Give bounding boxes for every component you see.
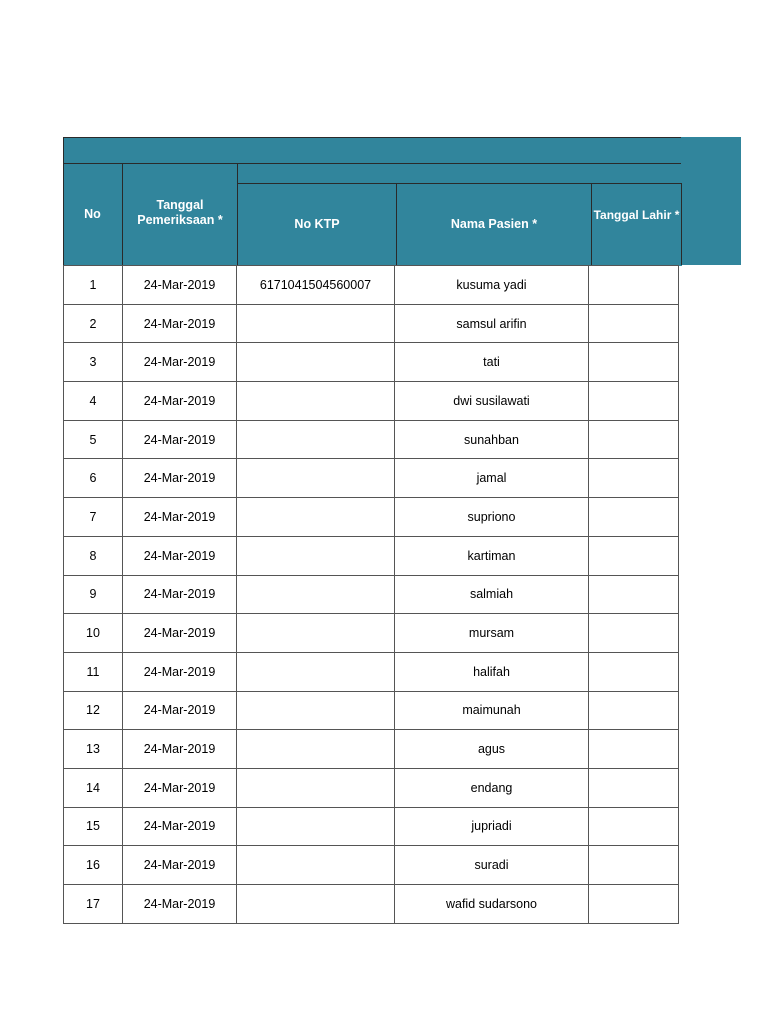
table-row: [64, 536, 679, 575]
cell-no-ktp[interactable]: [237, 304, 395, 343]
cell-no[interactable]: 9: [64, 575, 123, 614]
cell-nama-pasien[interactable]: kusuma yadi: [395, 266, 589, 305]
cell-no[interactable]: 1: [64, 266, 123, 305]
cell-tanggal-lahir[interactable]: [589, 885, 679, 924]
header-band-extension: [681, 137, 741, 265]
cell-no[interactable]: 7: [64, 498, 123, 537]
cell-tanggal-pemeriksaan[interactable]: 24-Mar-2019: [123, 691, 237, 730]
cell-no-ktp[interactable]: [237, 730, 395, 769]
cell-tanggal-pemeriksaan[interactable]: 24-Mar-2019: [123, 304, 237, 343]
cell-tanggal-pemeriksaan[interactable]: 24-Mar-2019: [123, 768, 237, 807]
cell-no[interactable]: 6: [64, 459, 123, 498]
cell-nama-pasien[interactable]: wafid sudarsono: [395, 885, 589, 924]
cell-tanggal-pemeriksaan[interactable]: 24-Mar-2019: [123, 536, 237, 575]
cell-nama-pasien[interactable]: supriono: [395, 498, 589, 537]
cell-nama-pasien[interactable]: kartiman: [395, 536, 589, 575]
cell-no[interactable]: 17: [64, 885, 123, 924]
cell-tanggal-lahir[interactable]: [589, 420, 679, 459]
table-row: [64, 885, 679, 924]
cell-no-ktp[interactable]: [237, 768, 395, 807]
cell-tanggal-pemeriksaan[interactable]: 24-Mar-2019: [123, 730, 237, 769]
cell-tanggal-lahir[interactable]: [589, 575, 679, 614]
table-row: [64, 304, 679, 343]
cell-nama-pasien[interactable]: mursam: [395, 614, 589, 653]
cell-no[interactable]: 3: [64, 343, 123, 382]
cell-tanggal-lahir[interactable]: [589, 536, 679, 575]
table-row: [64, 846, 679, 885]
cell-tanggal-lahir[interactable]: [589, 846, 679, 885]
cell-no[interactable]: 15: [64, 807, 123, 846]
cell-no[interactable]: 5: [64, 420, 123, 459]
table-row: [64, 266, 679, 305]
cell-nama-pasien[interactable]: tati: [395, 343, 589, 382]
cell-no[interactable]: 11: [64, 652, 123, 691]
cell-tanggal-lahir[interactable]: [589, 652, 679, 691]
cell-nama-pasien[interactable]: halifah: [395, 652, 589, 691]
cell-tanggal-pemeriksaan[interactable]: 24-Mar-2019: [123, 459, 237, 498]
cell-no-ktp[interactable]: [237, 343, 395, 382]
header-nama-pasien: Nama Pasien *: [450, 217, 538, 231]
cell-tanggal-pemeriksaan[interactable]: 24-Mar-2019: [123, 652, 237, 691]
cell-tanggal-lahir[interactable]: [589, 614, 679, 653]
cell-no[interactable]: 14: [64, 768, 123, 807]
cell-no-ktp[interactable]: [237, 575, 395, 614]
cell-tanggal-lahir[interactable]: [589, 343, 679, 382]
cell-tanggal-lahir[interactable]: [589, 498, 679, 537]
cell-no[interactable]: 2: [64, 304, 123, 343]
cell-no-ktp[interactable]: [237, 652, 395, 691]
header-tanggal-pemeriksaan: Tanggal Pemeriksaan *: [137, 198, 223, 227]
cell-no[interactable]: 10: [64, 614, 123, 653]
cell-tanggal-pemeriksaan[interactable]: 24-Mar-2019: [123, 575, 237, 614]
cell-tanggal-lahir[interactable]: [589, 459, 679, 498]
patient-table-body: [64, 266, 679, 924]
cell-no[interactable]: 4: [64, 382, 123, 421]
cell-tanggal-lahir[interactable]: [589, 768, 679, 807]
table-row: [64, 498, 679, 537]
table-row: [64, 614, 679, 653]
table-row: [64, 768, 679, 807]
cell-no-ktp[interactable]: [237, 614, 395, 653]
cell-no-ktp[interactable]: [237, 382, 395, 421]
cell-no-ktp[interactable]: [237, 885, 395, 924]
cell-nama-pasien[interactable]: jamal: [395, 459, 589, 498]
cell-tanggal-pemeriksaan[interactable]: 24-Mar-2019: [123, 885, 237, 924]
table-row: [64, 459, 679, 498]
cell-tanggal-pemeriksaan[interactable]: 24-Mar-2019: [123, 498, 237, 537]
table-row: [64, 691, 679, 730]
cell-nama-pasien[interactable]: agus: [395, 730, 589, 769]
cell-no-ktp[interactable]: [237, 536, 395, 575]
cell-tanggal-lahir[interactable]: [589, 304, 679, 343]
cell-nama-pasien[interactable]: maimunah: [395, 691, 589, 730]
cell-no-ktp[interactable]: [237, 498, 395, 537]
table-row: [64, 807, 679, 846]
cell-no-ktp[interactable]: [237, 420, 395, 459]
cell-tanggal-pemeriksaan[interactable]: 24-Mar-2019: [123, 266, 237, 305]
table-row: [64, 652, 679, 691]
cell-tanggal-pemeriksaan[interactable]: 24-Mar-2019: [123, 614, 237, 653]
cell-tanggal-lahir[interactable]: [589, 691, 679, 730]
cell-no-ktp[interactable]: [237, 807, 395, 846]
cell-nama-pasien[interactable]: suradi: [395, 846, 589, 885]
table-row: [64, 420, 679, 459]
header-no: No: [84, 207, 101, 221]
header-col-divider-5: [681, 183, 682, 265]
cell-tanggal-pemeriksaan[interactable]: 24-Mar-2019: [123, 807, 237, 846]
cell-tanggal-lahir[interactable]: [589, 382, 679, 421]
cell-no-ktp[interactable]: [237, 691, 395, 730]
cell-no[interactable]: 16: [64, 846, 123, 885]
cell-tanggal-pemeriksaan[interactable]: 24-Mar-2019: [123, 420, 237, 459]
cell-tanggal-lahir[interactable]: [589, 807, 679, 846]
cell-nama-pasien[interactable]: salmiah: [395, 575, 589, 614]
cell-no-ktp[interactable]: [237, 459, 395, 498]
cell-tanggal-pemeriksaan[interactable]: 24-Mar-2019: [123, 343, 237, 382]
cell-no[interactable]: 12: [64, 691, 123, 730]
cell-nama-pasien[interactable]: sunahban: [395, 420, 589, 459]
table-row: [64, 382, 679, 421]
cell-nama-pasien[interactable]: dwi susilawati: [395, 382, 589, 421]
cell-nama-pasien[interactable]: jupriadi: [395, 807, 589, 846]
cell-no-ktp[interactable]: 6171041504560007: [237, 266, 395, 305]
cell-nama-pasien[interactable]: samsul arifin: [395, 304, 589, 343]
table-row: [64, 575, 679, 614]
cell-tanggal-lahir[interactable]: [589, 730, 679, 769]
cell-tanggal-lahir[interactable]: [589, 266, 679, 305]
cell-tanggal-pemeriksaan[interactable]: 24-Mar-2019: [123, 382, 237, 421]
table-row: [64, 343, 679, 382]
table-row: [64, 730, 679, 769]
cell-no-ktp[interactable]: [237, 846, 395, 885]
header-no-ktp: No KTP: [294, 217, 340, 231]
cell-no[interactable]: 13: [64, 730, 123, 769]
cell-no[interactable]: 8: [64, 536, 123, 575]
cell-nama-pasien[interactable]: endang: [395, 768, 589, 807]
patient-table: [63, 265, 679, 924]
cell-tanggal-pemeriksaan[interactable]: 24-Mar-2019: [123, 846, 237, 885]
header-tanggal-lahir: Tanggal Lahir *: [593, 207, 680, 222]
